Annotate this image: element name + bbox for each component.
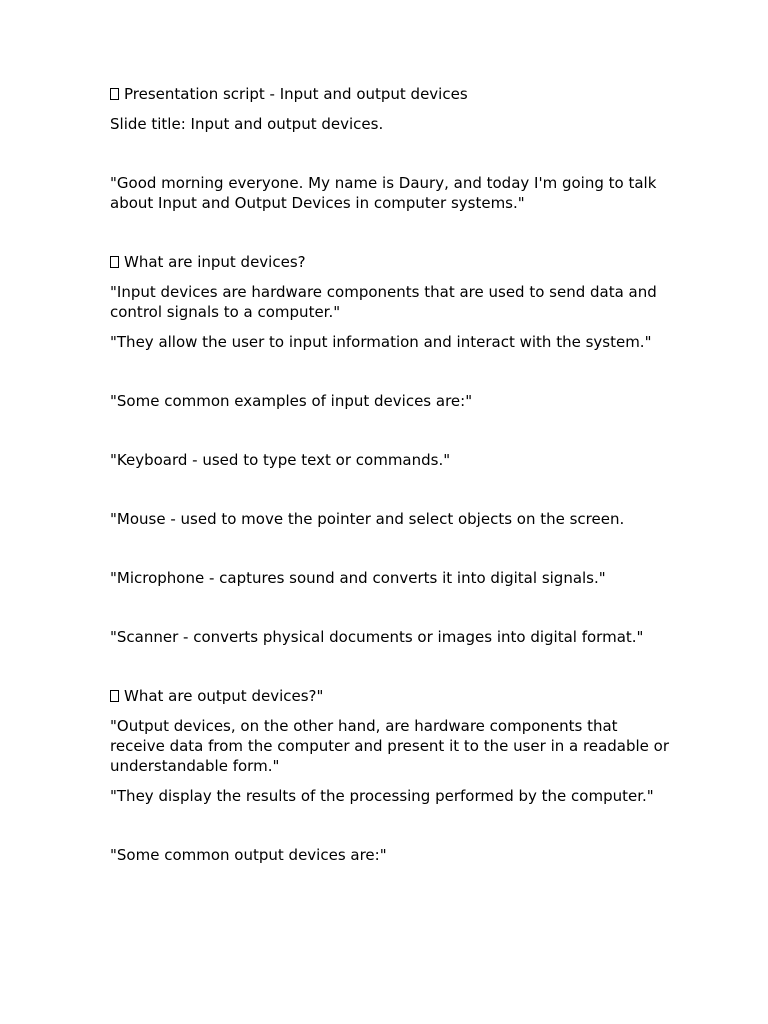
slide-title: Slide title: Input and output devices. — [110, 115, 384, 133]
input-devices-heading — [110, 252, 670, 272]
input-example-mouse: "Mouse - used to move the pointer and select objects on the screen. — [110, 510, 625, 528]
input-purpose: "They allow the user to input information and interact with the system." — [110, 333, 652, 351]
input-example-keyboard: "Keyboard - used to type text or commands." — [110, 451, 451, 469]
script-heading-text: Presentation script - Input and output devices — [124, 85, 468, 103]
document-body — [110, 84, 670, 865]
intro-paragraph: "Good morning everyone. My name is Daury, and today I'm going to talk about Input and Output Devices in computer systems." — [110, 174, 657, 212]
script-heading — [110, 84, 670, 104]
input-example-microphone: "Microphone - captures sound and converts it into digital signals." — [110, 569, 606, 587]
input-devices-heading-text: What are input devices? — [124, 253, 306, 271]
input-examples-intro: "Some common examples of input devices are:" — [110, 392, 473, 410]
input-definition: "Input devices are hardware components that are used to send data and control signals to a computer." — [110, 283, 657, 321]
missing-glyph-icon — [110, 256, 119, 268]
output-examples-intro: "Some common output devices are:" — [110, 846, 387, 864]
missing-glyph-icon — [110, 88, 119, 100]
output-purpose: "They display the results of the processing performed by the computer." — [110, 787, 654, 805]
output-definition: "Output devices, on the other hand, are hardware components that receive data from the computer and present it to the user in a readable or understandable form." — [110, 717, 669, 775]
output-devices-heading-text: What are output devices?" — [124, 687, 324, 705]
input-example-scanner: "Scanner - converts physical documents or images into digital format." — [110, 628, 644, 646]
output-devices-heading — [110, 686, 670, 706]
missing-glyph-icon — [110, 690, 119, 702]
